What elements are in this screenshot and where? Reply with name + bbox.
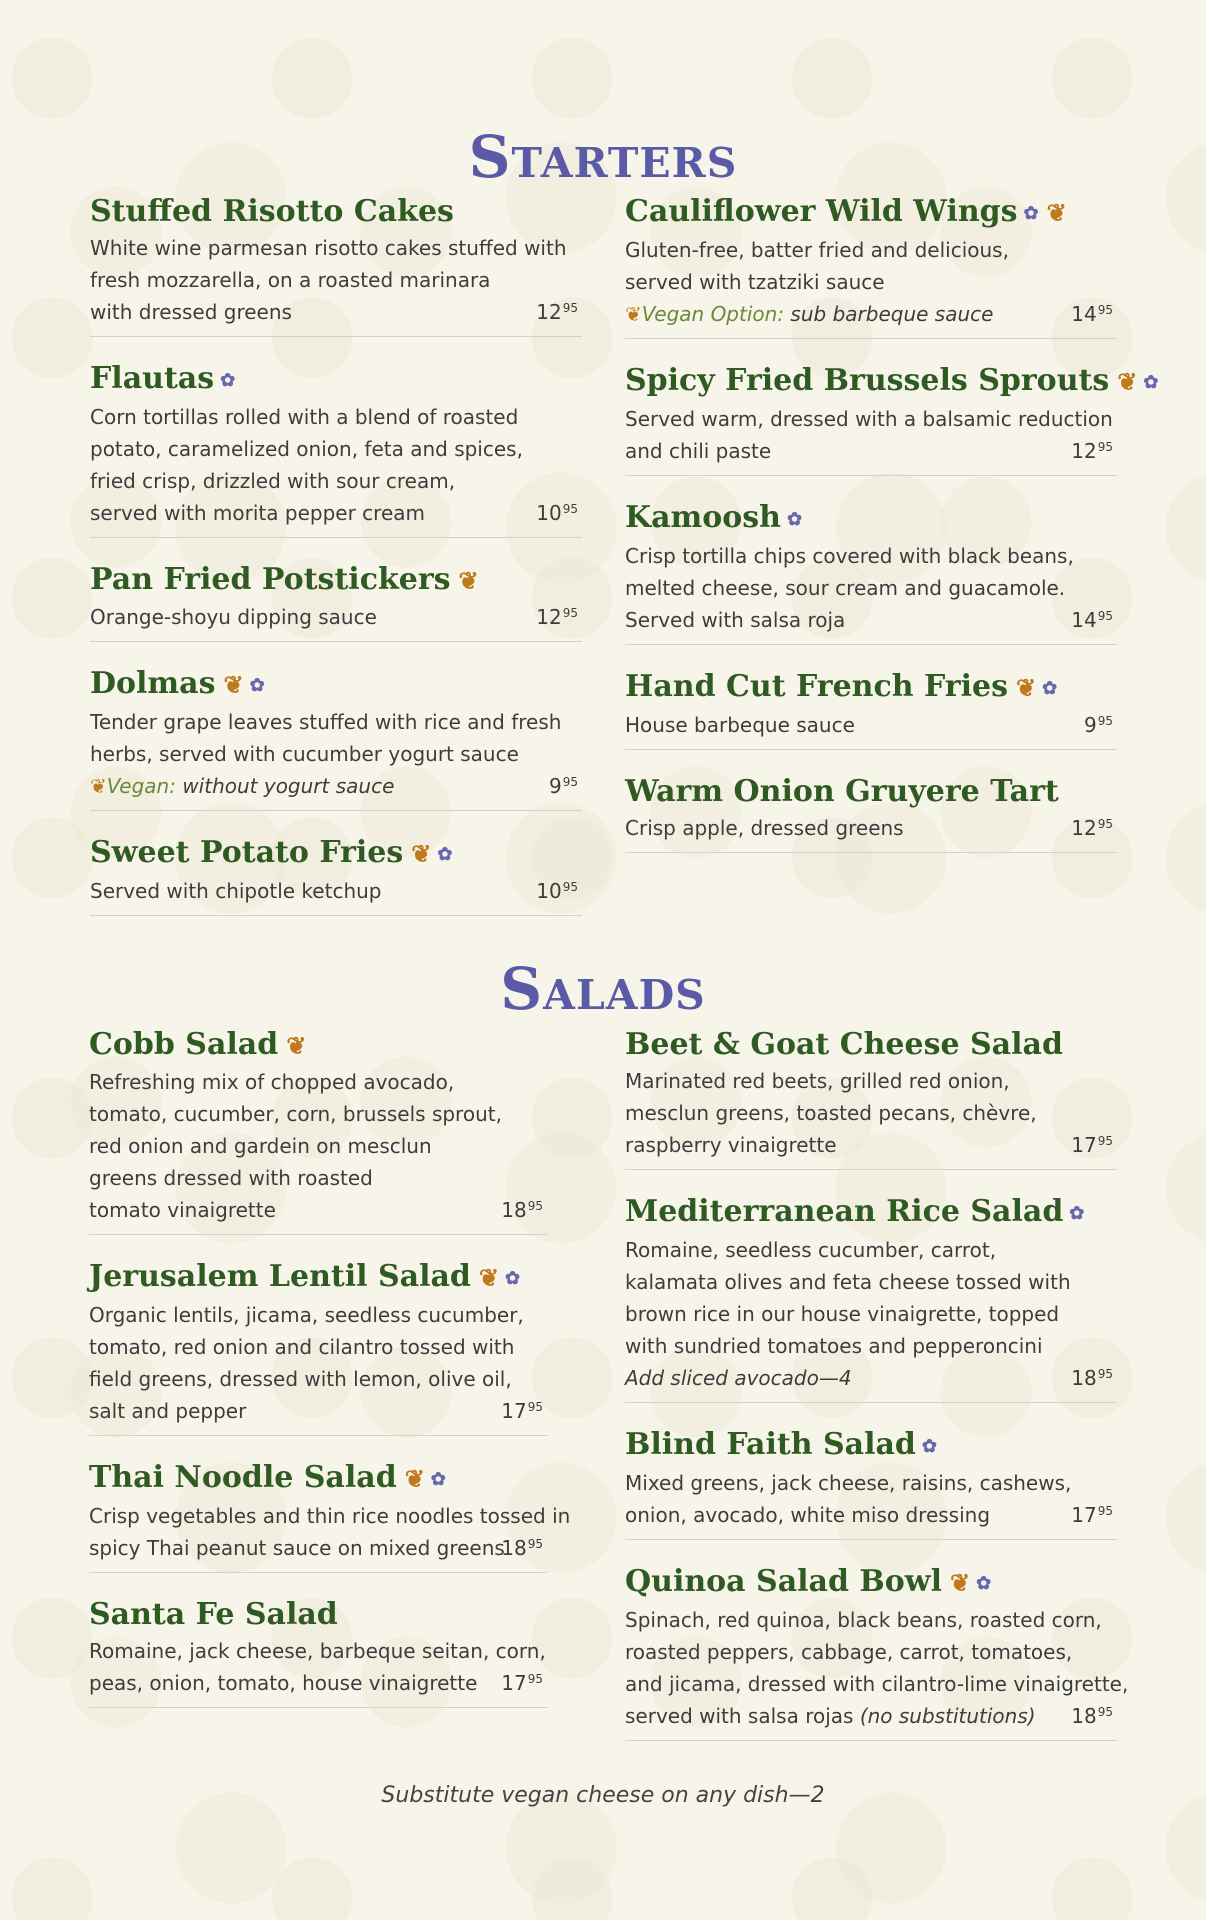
- item-name: [89, 1458, 547, 1500]
- item-price: [1071, 816, 1113, 840]
- menu-item-hand-cut-french-fries: [625, 667, 1117, 750]
- description-text: served with morita pepper cream: [90, 501, 425, 525]
- description-text: Gluten-free, batter fried and delicious,: [625, 238, 1009, 262]
- description-line: [89, 1098, 502, 1130]
- price-cents: 95: [1097, 714, 1113, 728]
- item-name-text: Flautas: [90, 361, 215, 396]
- item-price: [501, 1198, 543, 1222]
- item-description: [625, 234, 1117, 330]
- description-text: kalamata olives and feta cheese tossed with: [625, 1270, 1071, 1294]
- item-description: [625, 1065, 1117, 1161]
- price-cents: 95: [527, 1537, 543, 1551]
- description-line: [89, 1363, 512, 1395]
- item-name: [625, 1025, 1117, 1065]
- item-name-text: Warm Onion Gruyere Tart: [625, 774, 1059, 809]
- menu-item-blind-faith-salad: [625, 1425, 1117, 1540]
- vegan-leaf-icon: ❦: [90, 774, 107, 798]
- vegan-leaf-icon: ❦: [1046, 198, 1067, 227]
- description-line: [90, 401, 532, 433]
- vegan-leaf-icon: ❦: [625, 302, 642, 326]
- description-line: [625, 1636, 1073, 1668]
- salads-title: Salads: [500, 955, 706, 1023]
- description-text: Served with chipotle ketchup: [90, 879, 382, 903]
- description-line: [90, 706, 562, 738]
- item-price: [501, 1536, 543, 1560]
- vegan-option-line: [90, 770, 532, 802]
- price-dollars: 17: [1071, 1133, 1097, 1157]
- item-description: [625, 1234, 1117, 1394]
- vegetarian-flower-icon: ✿: [430, 1469, 446, 1490]
- item-price: [1071, 439, 1113, 463]
- item-description: [625, 403, 1117, 467]
- vegan-leaf-icon: ❦: [286, 1031, 307, 1060]
- item-price: [549, 774, 578, 798]
- menu-item-jerusalem-lentil-salad: [89, 1257, 547, 1436]
- description-line: [625, 812, 1067, 844]
- vegan-option-text: without yogurt sauce: [182, 774, 395, 798]
- description-text: fresh mozzarella, on a roasted marinara: [90, 268, 491, 292]
- menu-item-stuffed-risotto-cakes: [90, 192, 582, 337]
- item-name-text: Stuffed Risotto Cakes: [90, 194, 454, 229]
- vegan-option-text: sub barbeque sauce: [790, 302, 994, 326]
- description-line: [90, 875, 532, 907]
- vegan-leaf-icon: ❦: [411, 839, 432, 868]
- item-description: [625, 1604, 1129, 1732]
- description-line: [625, 709, 1067, 741]
- description-text: Romaine, seedless cucumber, carrot,: [625, 1238, 997, 1262]
- description-text: melted cheese, sour cream and guacamole.: [625, 576, 1066, 600]
- vegetarian-flower-icon: ✿: [505, 1268, 521, 1289]
- description-text: Marinated red beets, grilled red onion,: [625, 1069, 1010, 1093]
- item-price: [1071, 1503, 1113, 1527]
- item-price: [1071, 1704, 1113, 1728]
- description-text: Crisp apple, dressed greens: [625, 816, 904, 840]
- item-description: [625, 709, 1117, 741]
- description-text: onion, avocado, white miso dressing: [625, 1503, 991, 1527]
- item-price: [1071, 302, 1113, 326]
- vegetarian-flower-icon: ✿: [1143, 372, 1159, 393]
- price-dollars: 10: [536, 879, 562, 903]
- description-text: with dressed greens: [90, 300, 292, 324]
- description-text: House barbeque sauce: [625, 713, 855, 737]
- price-cents: 95: [527, 1199, 543, 1213]
- description-line: [89, 1500, 571, 1532]
- item-name-text: Mediterranean Rice Salad: [625, 1194, 1064, 1229]
- vegetarian-flower-icon: ✿: [437, 844, 453, 865]
- description-line: [625, 1129, 1067, 1161]
- vegetarian-flower-icon: ✿: [1042, 678, 1058, 699]
- menu-item-warm-onion-gruyere-tart: [625, 772, 1117, 853]
- starters-title: Starters: [468, 123, 738, 191]
- description-text: served with salsa rojas: [625, 1704, 854, 1728]
- description-text: spicy Thai peanut sauce on mixed greens: [89, 1536, 505, 1560]
- description-line: [625, 1604, 1102, 1636]
- vegetarian-flower-icon: ✿: [976, 1573, 992, 1594]
- item-description: [90, 401, 582, 529]
- item-price: [1071, 1133, 1113, 1157]
- item-price: [536, 501, 578, 525]
- item-price: [536, 300, 578, 324]
- vegan-leaf-icon: ❦: [950, 1568, 971, 1597]
- item-name: [89, 1025, 547, 1066]
- item-name: [625, 1192, 1117, 1234]
- description-text: Tender grape leaves stuffed with rice and fresh: [90, 710, 562, 734]
- description-line: [89, 1194, 497, 1226]
- item-name: [625, 361, 1159, 403]
- price-dollars: 18: [501, 1198, 527, 1222]
- menu-item-beet-goat-cheese-salad: [625, 1025, 1117, 1170]
- description-line: [90, 232, 567, 264]
- item-name-text: Santa Fe Salad: [89, 1597, 338, 1632]
- item-description: [625, 540, 1117, 636]
- description-line: [625, 1700, 1067, 1732]
- price-dollars: 9: [548, 774, 562, 798]
- description-line: [625, 403, 1113, 435]
- description-line: [89, 1395, 497, 1427]
- price-dollars: 17: [501, 1399, 527, 1423]
- description-line: [625, 604, 1067, 636]
- item-name-text: Sweet Potato Fries: [90, 835, 404, 870]
- description-text: peas, onion, tomato, house vinaigrette: [89, 1671, 478, 1695]
- price-cents: 95: [1097, 1504, 1113, 1518]
- price-cents: 95: [527, 1400, 543, 1414]
- item-name-text: Cauliflower Wild Wings: [625, 194, 1018, 229]
- description-line: [625, 1266, 1071, 1298]
- description-line: [625, 572, 1067, 604]
- item-name: [90, 833, 582, 875]
- item-name: [89, 1595, 547, 1635]
- price-dollars: 14: [1071, 608, 1097, 632]
- item-name: [90, 560, 582, 601]
- price-dollars: 14: [1071, 302, 1097, 326]
- price-dollars: 18: [501, 1536, 527, 1560]
- item-name-text: Thai Noodle Salad: [89, 1460, 397, 1495]
- description-text: Mixed greens, jack cheese, raisins, cashews,: [625, 1471, 1072, 1495]
- vegan-leaf-icon: ❦: [1117, 367, 1138, 396]
- price-dollars: 18: [1071, 1366, 1097, 1390]
- vegetarian-flower-icon: ✿: [921, 1436, 937, 1457]
- description-text: Orange-shoyu dipping sauce: [90, 605, 377, 629]
- item-price: [501, 1671, 543, 1695]
- description-line: [625, 1234, 1067, 1266]
- item-description: [90, 601, 582, 633]
- menu-item-cauliflower-wild-wings: [625, 192, 1117, 339]
- item-description: [90, 875, 582, 907]
- description-line: [625, 234, 1067, 266]
- description-text: brown rice in our house vinaigrette, topped: [625, 1302, 1060, 1326]
- item-description: [625, 812, 1117, 844]
- description-line: [90, 738, 532, 770]
- vegan-option-label: Vegan Option:: [641, 302, 785, 326]
- price-cents: 95: [562, 880, 578, 894]
- description-text: Romaine, jack cheese, barbeque seitan, corn,: [89, 1639, 546, 1663]
- vegan-leaf-icon: ❦: [1015, 673, 1037, 702]
- price-dollars: 12: [1071, 816, 1097, 840]
- menu-item-mediterranean-rice-salad: [625, 1192, 1117, 1403]
- item-name: [625, 667, 1117, 709]
- price-cents: 95: [1097, 303, 1113, 317]
- description-text: and jicama, dressed with cilantro-lime vinaigrette,: [625, 1672, 1129, 1696]
- item-name-text: Pan Fried Potstickers: [90, 562, 451, 597]
- vegetarian-flower-icon: ✿: [249, 675, 265, 696]
- description-text: Served warm, dressed with a balsamic reduction: [625, 407, 1113, 431]
- description-line: [89, 1299, 524, 1331]
- item-name-text: Cobb Salad: [89, 1027, 279, 1062]
- menu-item-spicy-fried-brussels-sprouts: [625, 361, 1159, 476]
- vegetarian-flower-icon: ✿: [220, 370, 236, 391]
- description-text: mesclun greens, toasted pecans, chèvre,: [625, 1101, 1037, 1125]
- vegan-leaf-icon: ❦: [404, 1464, 425, 1493]
- item-name: [90, 664, 582, 706]
- item-price: [1084, 713, 1113, 737]
- price-dollars: 10: [536, 501, 562, 525]
- price-dollars: 12: [536, 605, 562, 629]
- price-cents: 95: [1097, 1705, 1113, 1719]
- description-text: red onion and gardein on mesclun: [89, 1134, 432, 1158]
- description-line: [89, 1066, 497, 1098]
- description-line: [90, 433, 532, 465]
- price-cents: 95: [562, 301, 578, 315]
- item-name-text: Dolmas: [90, 666, 216, 701]
- item-name-text: Quinoa Salad Bowl: [625, 1564, 942, 1599]
- item-price: [536, 879, 578, 903]
- item-price: [536, 605, 578, 629]
- description-text: roasted peppers, cabbage, carrot, tomatoes,: [625, 1640, 1073, 1664]
- description-text: Spinach, red quinoa, black beans, roasted corn,: [625, 1608, 1102, 1632]
- description-line: [89, 1532, 505, 1564]
- description-text: and chili paste: [625, 439, 772, 463]
- description-italic-note: (no substitutions): [859, 1704, 1036, 1728]
- description-text: fried crisp, drizzled with sour cream,: [90, 469, 456, 493]
- description-line: [625, 435, 1067, 467]
- item-name: [89, 1257, 547, 1299]
- price-cents: 95: [562, 775, 578, 789]
- price-cents: 95: [1097, 1367, 1113, 1381]
- description-text: tomato, red onion and cilantro tossed with: [89, 1335, 515, 1359]
- item-description: [89, 1299, 547, 1427]
- vegan-leaf-icon: ❦: [458, 566, 479, 595]
- menu-item-pan-fried-potstickers: [90, 560, 582, 642]
- price-cents: 95: [1097, 440, 1113, 454]
- description-line: [89, 1162, 497, 1194]
- price-dollars: 12: [1071, 439, 1097, 463]
- description-text: with sundried tomatoes and pepperoncini: [625, 1334, 1043, 1358]
- add-on-line: Add sliced avocado—4: [625, 1366, 852, 1390]
- description-line: [625, 1298, 1067, 1330]
- price-cents: 95: [527, 1672, 543, 1686]
- description-line: [625, 540, 1074, 572]
- item-name-text: Jerusalem Lentil Salad: [89, 1259, 471, 1294]
- vegetarian-flower-icon: ✿: [1023, 203, 1039, 224]
- description-line: [90, 296, 532, 328]
- price-dollars: 18: [1071, 1704, 1097, 1728]
- menu-item-flautas: [90, 359, 582, 538]
- description-line: [625, 266, 1067, 298]
- vegan-option-line: [625, 298, 1067, 330]
- item-description: [625, 1467, 1117, 1531]
- item-name-text: Beet & Goat Cheese Salad: [625, 1027, 1063, 1062]
- starters-left-column: [90, 192, 582, 938]
- price-cents: 95: [1097, 609, 1113, 623]
- description-text: Refreshing mix of chopped avocado,: [89, 1070, 455, 1094]
- item-description: [89, 1635, 547, 1699]
- description-text: tomato vinaigrette: [89, 1198, 276, 1222]
- item-name: [625, 498, 1117, 540]
- item-price: [501, 1399, 543, 1423]
- price-cents: 95: [1097, 1134, 1113, 1148]
- description-text: tomato, cucumber, corn, brussels sprout,: [89, 1102, 502, 1126]
- description-line: [90, 497, 532, 529]
- price-dollars: 12: [536, 300, 562, 324]
- price-dollars: 9: [1083, 713, 1097, 737]
- item-description: [90, 706, 582, 802]
- vegan-leaf-icon: ❦: [478, 1263, 500, 1292]
- description-text: potato, caramelized onion, feta and spices,: [90, 437, 523, 461]
- description-line: [625, 1330, 1067, 1362]
- item-name-text: Hand Cut French Fries: [625, 669, 1008, 704]
- description-text: herbs, served with cucumber yogurt sauce: [90, 742, 519, 766]
- item-name: [625, 772, 1117, 812]
- menu-item-thai-noodle-salad: [89, 1458, 571, 1573]
- description-line: [89, 1130, 497, 1162]
- vegan-option-label: Vegan:: [106, 774, 176, 798]
- salads-right-column: [625, 1025, 1129, 1763]
- footer-note: Substitute vegan cheese on any dish—2: [381, 1783, 825, 1808]
- item-name-text: Blind Faith Salad: [625, 1427, 916, 1462]
- item-name: [625, 1425, 1117, 1467]
- item-price: [1071, 608, 1113, 632]
- salads-left-column: [89, 1025, 571, 1730]
- item-name: [90, 192, 582, 232]
- description-text: served with tzatziki sauce: [625, 270, 885, 294]
- description-line: [89, 1667, 497, 1699]
- menu-item-cobb-salad: [89, 1025, 547, 1235]
- description-text: White wine parmesan risotto cakes stuffed with: [90, 236, 567, 260]
- menu-item-sweet-potato-fries: [90, 833, 582, 916]
- price-cents: 95: [562, 502, 578, 516]
- description-text: salt and pepper: [89, 1399, 247, 1423]
- description-line: [625, 1065, 1067, 1097]
- description-line: [90, 465, 532, 497]
- description-text: Served with salsa roja: [625, 608, 846, 632]
- description-text: field greens, dressed with lemon, olive oil,: [89, 1367, 512, 1391]
- item-description: [89, 1066, 547, 1226]
- description-text: Corn tortillas rolled with a blend of roasted: [90, 405, 519, 429]
- price-dollars: 17: [1071, 1503, 1097, 1527]
- menu-item-quinoa-salad-bowl: [625, 1562, 1129, 1741]
- description-line: [625, 1668, 1129, 1700]
- item-name: [625, 192, 1117, 234]
- item-name-text: Kamoosh: [625, 500, 781, 535]
- description-line: [90, 601, 532, 633]
- description-line: [625, 1467, 1072, 1499]
- vegetarian-flower-icon: ✿: [1069, 1203, 1085, 1224]
- description-line: [625, 1097, 1067, 1129]
- price-cents: 95: [562, 606, 578, 620]
- starters-right-column: [625, 192, 1159, 875]
- description-line: [625, 1499, 1067, 1531]
- description-line: [89, 1635, 546, 1667]
- item-name-text: Spicy Fried Brussels Sprouts: [625, 363, 1110, 398]
- item-description: [90, 232, 582, 328]
- menu-item-santa-fe-salad: [89, 1595, 547, 1708]
- vegan-leaf-icon: ❦: [223, 670, 244, 699]
- item-name: [625, 1562, 1117, 1604]
- vegetarian-flower-icon: ✿: [786, 509, 803, 530]
- description-text: raspberry vinaigrette: [625, 1133, 837, 1157]
- description-line: [89, 1331, 515, 1363]
- description-text: Organic lentils, jicama, seedless cucumber,: [89, 1303, 524, 1327]
- description-text: greens dressed with roasted: [89, 1166, 373, 1190]
- menu-item-kamoosh: [625, 498, 1117, 645]
- menu-item-dolmas: [90, 664, 582, 811]
- item-description: [89, 1500, 571, 1564]
- item-name: [90, 359, 582, 401]
- price-cents: 95: [1097, 817, 1113, 831]
- price-dollars: 17: [501, 1671, 527, 1695]
- description-text: Crisp tortilla chips covered with black beans,: [625, 544, 1074, 568]
- description-text: Crisp vegetables and thin rice noodles tossed in: [89, 1504, 571, 1528]
- item-price: [1071, 1366, 1113, 1390]
- description-line: [90, 264, 532, 296]
